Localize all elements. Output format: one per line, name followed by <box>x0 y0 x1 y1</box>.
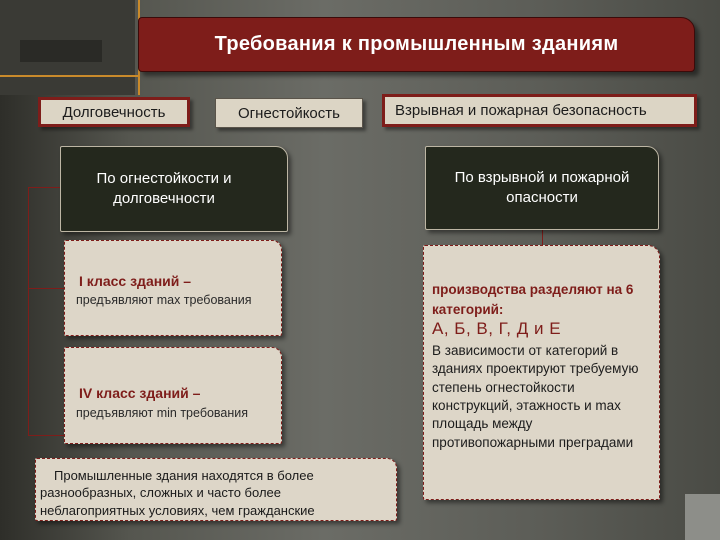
connector-left-top <box>28 187 60 188</box>
note-line-1: Промышленные здания находятся в более <box>54 468 314 483</box>
categories-list: А, Б, В, Г, Д и Е <box>432 319 562 338</box>
note-line-2: разнообразных, сложных и часто более <box>40 485 281 501</box>
class-i-box <box>64 240 282 336</box>
tab-safety-label: Взрывная и пожарная безопасность <box>395 102 647 119</box>
categories-box <box>423 245 660 500</box>
tab-durability-label: Долговечность <box>62 103 166 121</box>
class-iv-note: предъявляют min требования <box>76 406 249 420</box>
corner-bar-decoration <box>685 494 720 540</box>
class-iv-box <box>64 347 282 444</box>
fire-durability-header <box>60 146 288 232</box>
connector-left-class-i <box>28 288 64 289</box>
class-iv-title: IV класс зданий – <box>79 385 201 401</box>
orange-rule-horizontal <box>0 75 140 77</box>
class-i-title: I класс зданий – <box>79 273 192 289</box>
connector-left-vertical <box>28 187 29 435</box>
explosion-fire-header-text: По взрывной и пожарной опасности <box>454 168 630 206</box>
class-i-note: предъявляют max требования <box>76 293 252 307</box>
explosion-fire-header <box>425 146 659 230</box>
connector-left-class-iv <box>28 435 64 436</box>
fire-durability-header-text: По огнестойкости и долговечности <box>96 169 232 207</box>
tab-safety <box>382 94 697 127</box>
note-line-3: неблагоприятных условиях, чем гражданские <box>40 502 315 518</box>
tab-fire-resistance <box>215 98 363 128</box>
industrial-conditions-note <box>35 458 397 521</box>
categories-description: В зависимости от категорий в зданиях проектируют требуемую степень огнестойкости конструкций, этажность и max площадь между противопожарными преградами <box>432 343 639 450</box>
slide-title <box>138 17 695 72</box>
tab-fire-resistance-label: Огнестойкость <box>238 104 340 122</box>
connector-right-vertical <box>542 230 543 245</box>
categories-intro: производства разделяют на 6 категорий: <box>432 282 634 317</box>
tab-durability <box>38 97 190 127</box>
industrial-conditions-text <box>40 467 392 519</box>
corner-block-decoration <box>20 40 102 62</box>
slide-title-text: Требования к промышленным зданиям <box>214 33 619 55</box>
